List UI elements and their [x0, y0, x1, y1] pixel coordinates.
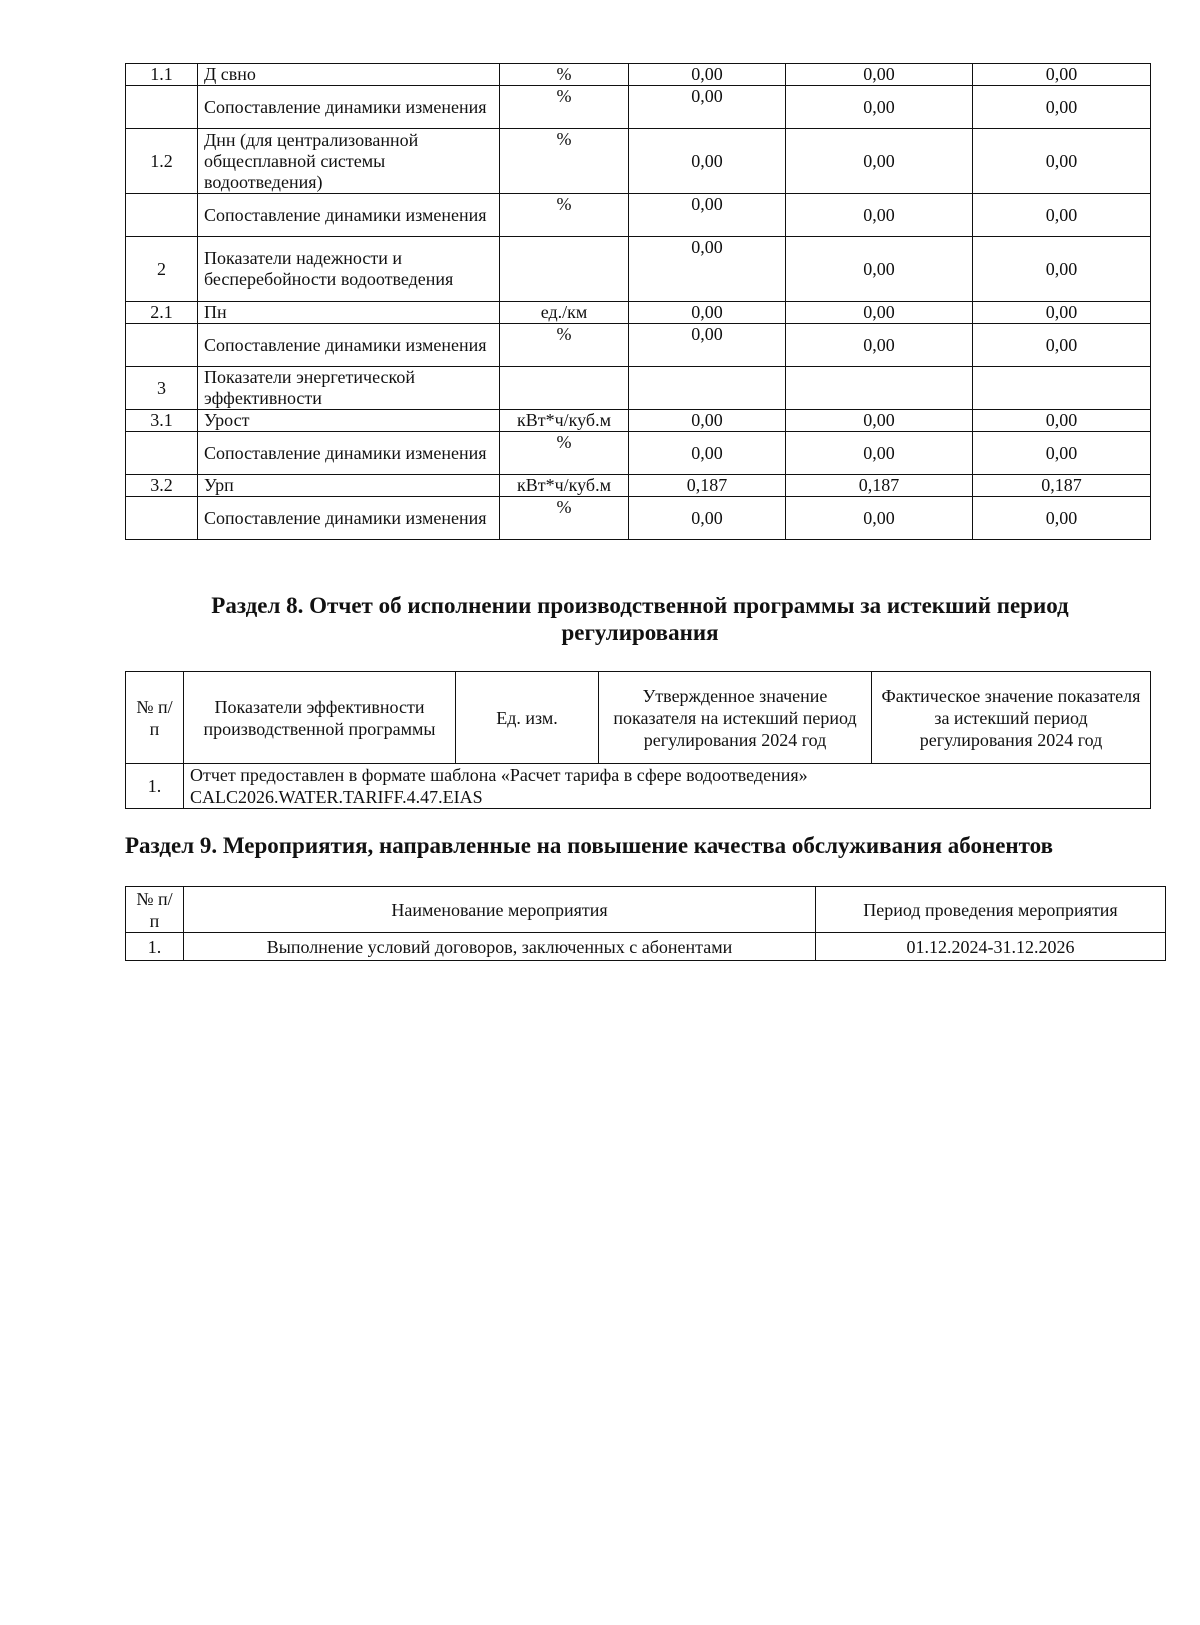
row-indicator-name: Показатели энергетической эффективности [198, 367, 500, 410]
row-indicator-name: Пн [198, 302, 500, 324]
row-value-2: 0,00 [786, 237, 973, 302]
row-unit [500, 237, 629, 302]
row-value-2: 0,00 [786, 86, 973, 129]
row-indicator-name: Сопоставление динамики изменения [198, 497, 500, 540]
row-value-3: 0,00 [973, 64, 1151, 86]
row-num: 1. [126, 933, 184, 961]
row-indicator-name: Показатели надежности и бесперебойности водоотведения [198, 237, 500, 302]
row-value-2: 0,00 [786, 129, 973, 194]
section-9-table [125, 886, 1166, 961]
table-row [126, 194, 1151, 237]
section-9-header-row [126, 887, 1166, 933]
row-unit: кВт*ч/куб.м [500, 410, 629, 432]
header-num: № п/п [126, 672, 184, 764]
row-num: 1. [126, 764, 184, 809]
row-value-3: 0,00 [973, 302, 1151, 324]
row-number: 3 [126, 367, 198, 410]
row-unit: % [500, 129, 629, 194]
section-8-header-row [126, 672, 1151, 764]
row-value-1: 0,187 [629, 475, 786, 497]
row-value-3: 0,00 [973, 194, 1151, 237]
row-indicator-name: Сопоставление динамики изменения [198, 432, 500, 475]
row-value-2: 0,00 [786, 324, 973, 367]
row-value-2: 0,00 [786, 432, 973, 475]
row-unit: % [500, 324, 629, 367]
row-number: 1.2 [126, 129, 198, 194]
row-number [126, 86, 198, 129]
row-value-1: 0,00 [629, 324, 786, 367]
row-unit: % [500, 432, 629, 475]
header-period: Период проведения мероприятия [816, 887, 1166, 933]
section-9-row [126, 933, 1166, 961]
row-value-1: 0,00 [629, 64, 786, 86]
table-row [126, 302, 1151, 324]
row-value-2 [786, 367, 973, 410]
row-value-1: 0,00 [629, 194, 786, 237]
row-indicator-name: Сопоставление динамики изменения [198, 86, 500, 129]
row-value-3 [973, 367, 1151, 410]
report-note [184, 764, 1151, 809]
row-number: 1.1 [126, 64, 198, 86]
header-num: № п/п [126, 887, 184, 933]
row-value-1: 0,00 [629, 432, 786, 475]
row-indicator-name: Урп [198, 475, 500, 497]
row-number: 3.2 [126, 475, 198, 497]
row-value-3: 0,00 [973, 86, 1151, 129]
section-8-row [126, 764, 1151, 809]
row-value-1: 0,00 [629, 129, 786, 194]
table-row [126, 367, 1151, 410]
row-value-3: 0,00 [973, 237, 1151, 302]
row-value-1: 0,00 [629, 237, 786, 302]
table-row [126, 64, 1151, 86]
row-value-1: 0,00 [629, 497, 786, 540]
row-value-2: 0,00 [786, 410, 973, 432]
row-indicator-name: Сопоставление динамики изменения [198, 194, 500, 237]
table-row [126, 86, 1151, 129]
section-8-table [125, 671, 1151, 809]
indicators-table [125, 63, 1151, 540]
row-unit: ед./км [500, 302, 629, 324]
row-value-1 [629, 367, 786, 410]
header-unit: Ед. изм. [456, 672, 599, 764]
row-unit: % [500, 64, 629, 86]
row-number: 2 [126, 237, 198, 302]
row-value-1: 0,00 [629, 410, 786, 432]
table-row [126, 129, 1151, 194]
table-row [126, 475, 1151, 497]
row-value-3: 0,00 [973, 129, 1151, 194]
row-unit: % [500, 497, 629, 540]
report-note-line2: CALC2026.WATER.TARIFF.4.47.EIAS [190, 787, 483, 807]
row-value-2: 0,00 [786, 497, 973, 540]
row-unit: кВт*ч/куб.м [500, 475, 629, 497]
row-value-2: 0,00 [786, 302, 973, 324]
row-value-1: 0,00 [629, 86, 786, 129]
indicators-table-body [126, 64, 1151, 540]
report-note-line1: Отчет предоставлен в формате шаблона «Расчет тарифа в сфере водоотведения» [190, 765, 808, 785]
row-value-3: 0,00 [973, 410, 1151, 432]
header-actual: Фактическое значение показателя за истекший период регулирования 2024 год [872, 672, 1151, 764]
row-value-3: 0,187 [973, 475, 1151, 497]
row-indicator-name: Д свно [198, 64, 500, 86]
row-value-3: 0,00 [973, 432, 1151, 475]
row-unit: % [500, 86, 629, 129]
section-9-title: Раздел 9. Мероприятия, направленные на повышение качества обслуживания абонентов [125, 833, 1054, 858]
row-value-3: 0,00 [973, 324, 1151, 367]
section-8-title: Раздел 8. Отчет об исполнении производственной программы за истекший период регулирования [211, 593, 1069, 645]
row-unit [500, 367, 629, 410]
activity-period: 01.12.2024-31.12.2026 [816, 933, 1166, 961]
row-indicator-name: Днн (для централизованной общесплавной системы водоотведения) [198, 129, 500, 194]
header-indicators: Показатели эффективности производственной программы [184, 672, 456, 764]
row-value-2: 0,187 [786, 475, 973, 497]
row-indicator-name: Урост [198, 410, 500, 432]
activity-name: Выполнение условий договоров, заключенных с абонентами [184, 933, 816, 961]
table-row [126, 237, 1151, 302]
row-value-2: 0,00 [786, 64, 973, 86]
row-number: 2.1 [126, 302, 198, 324]
row-unit: % [500, 194, 629, 237]
row-number [126, 324, 198, 367]
table-row [126, 432, 1151, 475]
row-value-3: 0,00 [973, 497, 1151, 540]
table-row [126, 410, 1151, 432]
row-indicator-name: Сопоставление динамики изменения [198, 324, 500, 367]
row-value-2: 0,00 [786, 194, 973, 237]
row-number [126, 194, 198, 237]
header-name: Наименование мероприятия [184, 887, 816, 933]
row-number [126, 497, 198, 540]
row-value-1: 0,00 [629, 302, 786, 324]
row-number [126, 432, 198, 475]
row-number: 3.1 [126, 410, 198, 432]
table-row [126, 324, 1151, 367]
header-approved: Утвержденное значение показателя на истекший период регулирования 2024 год [599, 672, 872, 764]
table-row [126, 497, 1151, 540]
